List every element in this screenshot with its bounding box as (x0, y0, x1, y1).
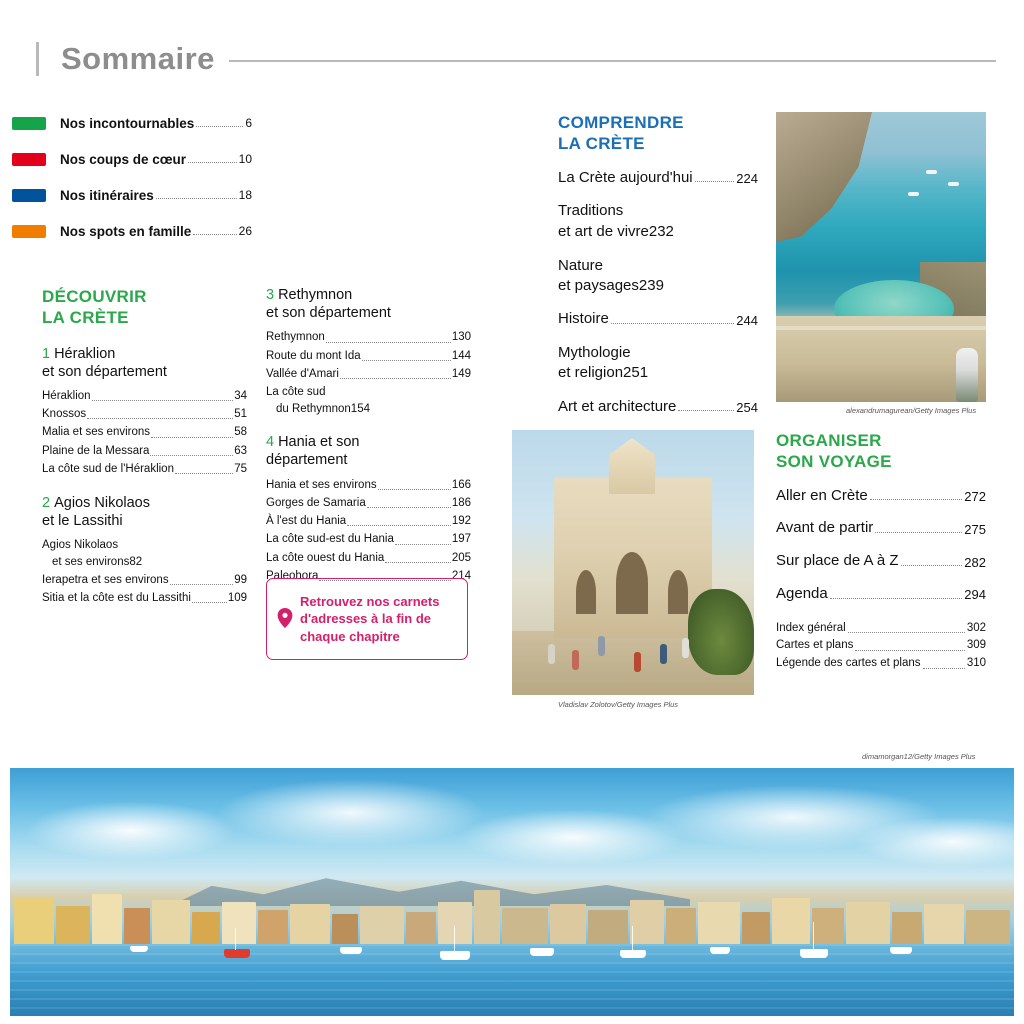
leader-dots (923, 659, 965, 669)
page-number: 294 (964, 587, 986, 603)
entry-label: Gorges de Samaria (266, 496, 366, 509)
page-number: 34 (234, 389, 247, 402)
entry-label: Plaine de la Messara (42, 444, 150, 457)
entry-label: La côte sud de l'Héraklion (42, 462, 174, 475)
entry-label: Héraklion (42, 389, 91, 402)
leader-dots (901, 554, 963, 566)
toc-entry[interactable] (266, 366, 471, 383)
photo-credit-harbour: dimamorgan12/Getty Images Plus (862, 752, 976, 761)
toc-entry[interactable] (42, 572, 247, 589)
photo-beach-boat (926, 170, 937, 174)
entry-label: Malia et ses environs (42, 426, 151, 439)
callout-text (300, 593, 439, 646)
photo-credit-monastery: Vladislav Zolotov/Getty Images Plus (558, 700, 679, 709)
photo-harbour-town (10, 886, 1014, 952)
photo-harbour-boat (224, 949, 250, 958)
page-number: 205 (451, 551, 471, 564)
page-number: 224 (736, 171, 758, 186)
chapter-number: 3 (266, 287, 275, 303)
page-number: 75 (234, 462, 247, 475)
page-number: 63 (234, 444, 247, 457)
section-heading-organiser: ORGANISER SON VOYAGE (776, 431, 892, 472)
leader-dots (830, 587, 963, 599)
toc-entry[interactable] (266, 384, 471, 417)
page-number: 99 (234, 573, 247, 586)
chapter-title-line1: Hania et son (278, 434, 360, 451)
leader-dots (326, 333, 451, 343)
leader-dots (196, 116, 243, 127)
page-header (36, 38, 996, 80)
list-item-label: Nos coups de cœur (60, 151, 187, 167)
page-number: 6 (245, 116, 252, 130)
chapter-entries (266, 329, 471, 417)
photo-monastery-window (576, 570, 596, 614)
toc-entry[interactable] (266, 348, 471, 365)
chapter-title (42, 494, 247, 530)
page-number: 309 (966, 639, 986, 652)
photo-monastery-visitor (598, 636, 605, 656)
leader-dots (92, 391, 234, 401)
toc-entry[interactable] (266, 495, 471, 512)
entry-label-cont: et art de vivre (558, 222, 649, 240)
entry-label: Index général (776, 621, 846, 634)
page-number: 109 (227, 591, 247, 604)
toc-entry[interactable] (558, 201, 758, 242)
entry-label: Art et architecture (558, 397, 677, 415)
photo-harbour-boat (130, 946, 148, 952)
page-number: 244 (736, 312, 758, 328)
leader-dots (367, 498, 451, 508)
photo-monastery-door (616, 552, 648, 614)
photo-beach-sand (776, 316, 986, 402)
page-number: 149 (451, 367, 471, 380)
page-title: Sommaire (61, 41, 215, 76)
photo-monastery-visitor (634, 652, 641, 672)
toc-entry[interactable] (776, 519, 986, 538)
photo-harbour-boat (620, 950, 646, 958)
list-item-label: Nos itinéraires (60, 187, 154, 203)
color-swatch-orange (12, 225, 46, 238)
entry-label: La côte sud-est du Hania (266, 533, 394, 546)
spacer (776, 604, 986, 620)
section-organiser (776, 430, 986, 673)
toc-entry[interactable] (266, 550, 471, 567)
page-number: 144 (451, 349, 471, 362)
entry-label: Agios Nikolaos (42, 539, 119, 552)
toc-entry[interactable] (776, 487, 986, 506)
toc-entry[interactable] (266, 513, 471, 530)
page-number: 272 (964, 489, 986, 504)
chapter-title-line2: et son département (266, 305, 391, 322)
callout-line-3: chaque chapitre (300, 628, 400, 644)
chapter-title-line1: Rethymnon (278, 287, 353, 303)
entry-label-cont: du Rethymnon (276, 402, 351, 415)
entry-label: La Crète aujourd'hui (558, 168, 693, 186)
entry-label: Avant de partir (776, 519, 874, 537)
photo-monastery-visitor (548, 644, 555, 664)
page-number: 254 (736, 400, 758, 415)
entry-label: Histoire (558, 310, 609, 328)
toc-entry[interactable] (42, 443, 247, 460)
photo-harbour-boat (340, 947, 362, 954)
leader-dots (875, 521, 962, 533)
toc-entry[interactable] (776, 620, 986, 638)
entry-label: Sitia et la côte est du Lassithi (42, 591, 191, 604)
leader-dots (150, 446, 233, 456)
leader-dots (870, 488, 963, 500)
chapter-title-line1: Héraklion (54, 345, 116, 362)
photo-monastery-visitor (682, 638, 689, 658)
chapter-title (42, 345, 247, 381)
photo-harbour-mast (813, 922, 814, 950)
list-item[interactable] (12, 144, 252, 174)
page-number: 239 (638, 277, 664, 294)
photo-harbour-mast (632, 926, 633, 950)
page-number: 275 (964, 521, 986, 537)
list-item[interactable] (12, 216, 252, 246)
leader-dots (395, 535, 451, 545)
leader-dots (678, 399, 734, 411)
header-left-rule (36, 42, 53, 76)
chapter-1[interactable] (42, 345, 247, 479)
chapter-number: 4 (266, 434, 275, 451)
entry-label: Mythologie (558, 344, 631, 361)
toc-entry[interactable] (558, 169, 758, 188)
toc-entry[interactable] (558, 256, 758, 297)
list-item[interactable] (12, 108, 252, 138)
leader-dots (340, 369, 451, 379)
page-number: 26 (238, 224, 252, 238)
photo-monastery-visitor (572, 650, 579, 670)
toc-entry[interactable] (266, 531, 471, 548)
photo-harbour-boat (440, 951, 470, 960)
page-number: 282 (964, 554, 986, 570)
page-number: 310 (966, 657, 986, 670)
toc-entry[interactable] (776, 552, 986, 571)
photo-harbour-boat (890, 947, 912, 954)
entry-label: Agenda (776, 584, 828, 602)
photo-harbour-sea (10, 944, 1014, 1016)
toc-entry[interactable] (42, 590, 247, 607)
chapter-entries (266, 477, 471, 586)
entry-label: Route du mont Ida (266, 349, 361, 362)
toc-entry[interactable] (776, 585, 986, 604)
entry-label-cont: et ses environs (52, 555, 130, 568)
section-heading-comprendre: COMPRENDRE LA CRÈTE (558, 113, 684, 154)
photo-monastery-belltower (600, 438, 664, 494)
toc-entry[interactable] (776, 637, 986, 655)
callout-line-1: Retrouvez nos carnets (300, 593, 440, 609)
leader-dots (175, 464, 233, 474)
leader-dots (156, 188, 237, 199)
photo-harbour-mast (235, 928, 236, 950)
entry-label-cont: et paysages (558, 277, 639, 294)
page-number: 154 (350, 402, 370, 415)
leader-dots (87, 409, 233, 419)
photo-monastery (512, 430, 754, 695)
leader-dots (347, 516, 451, 526)
entry-label: À l'est du Hania (266, 515, 347, 528)
page-number: 130 (451, 331, 471, 344)
page-number: 18 (238, 188, 252, 202)
entry-label-cont: et religion (558, 364, 624, 382)
toc-entry[interactable] (266, 477, 471, 494)
highlights-list (12, 108, 252, 252)
entry-label: Légende des cartes et plans (776, 657, 921, 670)
entry-label: Knossos (42, 408, 87, 420)
photo-beach-person (956, 348, 978, 402)
page-number: 10 (238, 152, 252, 166)
chapter-entries (42, 537, 247, 607)
entry-label: La côte ouest du Hania (266, 551, 385, 564)
color-swatch-blue (12, 189, 46, 202)
chapter-title (266, 286, 471, 322)
page-number: 197 (451, 533, 471, 546)
photo-harbour-boat (710, 947, 730, 954)
leader-dots (385, 553, 451, 563)
section-decouvrir (42, 286, 247, 608)
entry-label: Cartes et plans (776, 639, 854, 652)
entry-label: Sur place de A à Z (776, 552, 899, 569)
photo-beach (776, 112, 986, 402)
toc-entry[interactable] (266, 329, 471, 346)
list-item[interactable] (12, 180, 252, 210)
chapter-entries (42, 388, 247, 478)
photo-monastery-visitor (660, 644, 667, 664)
photo-beach-boat (908, 192, 919, 196)
section-decouvrir-col2 (266, 286, 471, 586)
section-comprendre (558, 112, 758, 416)
entry-label: Paleohora (266, 569, 319, 582)
entry-label: La côte sud (266, 386, 326, 398)
photo-harbour-boat (800, 949, 828, 958)
page-number: 232 (648, 222, 674, 240)
color-swatch-red (12, 153, 46, 166)
photo-harbour-sky (10, 768, 1014, 880)
leader-dots (855, 641, 964, 651)
leader-dots (695, 170, 735, 182)
toc-entry[interactable] (42, 388, 247, 405)
chapter-title-line1: Agios Nikolaos (54, 495, 150, 511)
entry-label: Nature (558, 256, 604, 274)
photo-harbour-boat (530, 948, 554, 956)
leader-dots (193, 224, 236, 235)
entry-label: Traditions (558, 202, 624, 220)
chapter-2[interactable] (42, 494, 247, 607)
toc-entry[interactable] (42, 537, 247, 570)
photo-harbour-mosque (474, 890, 500, 952)
photo-beach-boat (948, 182, 959, 186)
carnets-adresses-callout[interactable] (266, 578, 468, 660)
toc-entry[interactable] (558, 343, 758, 384)
chapter-3[interactable] (266, 286, 471, 417)
entry-label: Rethymnon (266, 331, 325, 344)
page-number: 51 (234, 408, 247, 420)
chapter-number: 2 (42, 495, 51, 511)
photo-harbour (10, 768, 1014, 1016)
list-item-label: Nos spots en famille (60, 223, 192, 239)
leader-dots (151, 428, 233, 438)
page-number: 186 (451, 496, 471, 509)
photo-monastery-tree (688, 589, 754, 675)
leader-dots (611, 312, 734, 324)
leader-dots (192, 593, 227, 603)
toc-entry[interactable] (42, 406, 247, 423)
page-number: 82 (129, 555, 143, 568)
leader-dots (188, 152, 237, 163)
chapter-title-line2: département (266, 452, 348, 469)
page-number: 302 (966, 621, 986, 634)
toc-entry[interactable] (558, 398, 758, 417)
chapter-title-line2: et le Lassithi (42, 513, 123, 530)
callout-line-2: d'adresses à la fin de (300, 611, 431, 627)
page-number: 58 (234, 426, 247, 439)
photo-monastery-window (668, 570, 688, 614)
toc-entry[interactable] (558, 310, 758, 329)
chapter-4[interactable] (266, 433, 471, 585)
chapter-title-line2: et son département (42, 363, 167, 380)
photo-credit-beach: alexandrumagurean/Getty Images Plus (846, 406, 977, 415)
toc-entry[interactable] (42, 424, 247, 441)
leader-dots (170, 575, 234, 585)
chapter-number: 1 (42, 345, 51, 362)
entry-label: Aller en Crète (776, 486, 868, 504)
leader-dots (848, 623, 965, 633)
section-heading-decouvrir: DÉCOUVRIR LA CRÈTE (42, 287, 147, 328)
entry-label: Ierapetra et ses environs (42, 573, 169, 586)
toc-entry[interactable] (776, 655, 986, 673)
toc-entry[interactable] (42, 461, 247, 478)
leader-dots (362, 351, 451, 361)
page-number: 214 (451, 569, 471, 582)
color-swatch-green (12, 117, 46, 130)
chapter-title (266, 433, 471, 469)
list-item-label: Nos incontournables (60, 115, 195, 131)
page-number: 192 (451, 515, 471, 528)
page-number: 251 (623, 364, 649, 382)
photo-beach-cliff (776, 112, 872, 242)
entry-label: Vallée d'Amari (266, 367, 339, 380)
header-rule (229, 60, 996, 62)
map-pin-icon (277, 608, 293, 628)
photo-harbour-mast (454, 926, 455, 952)
leader-dots (378, 480, 451, 490)
page-number: 166 (451, 478, 471, 491)
entry-label: Hania et ses environs (266, 478, 377, 491)
